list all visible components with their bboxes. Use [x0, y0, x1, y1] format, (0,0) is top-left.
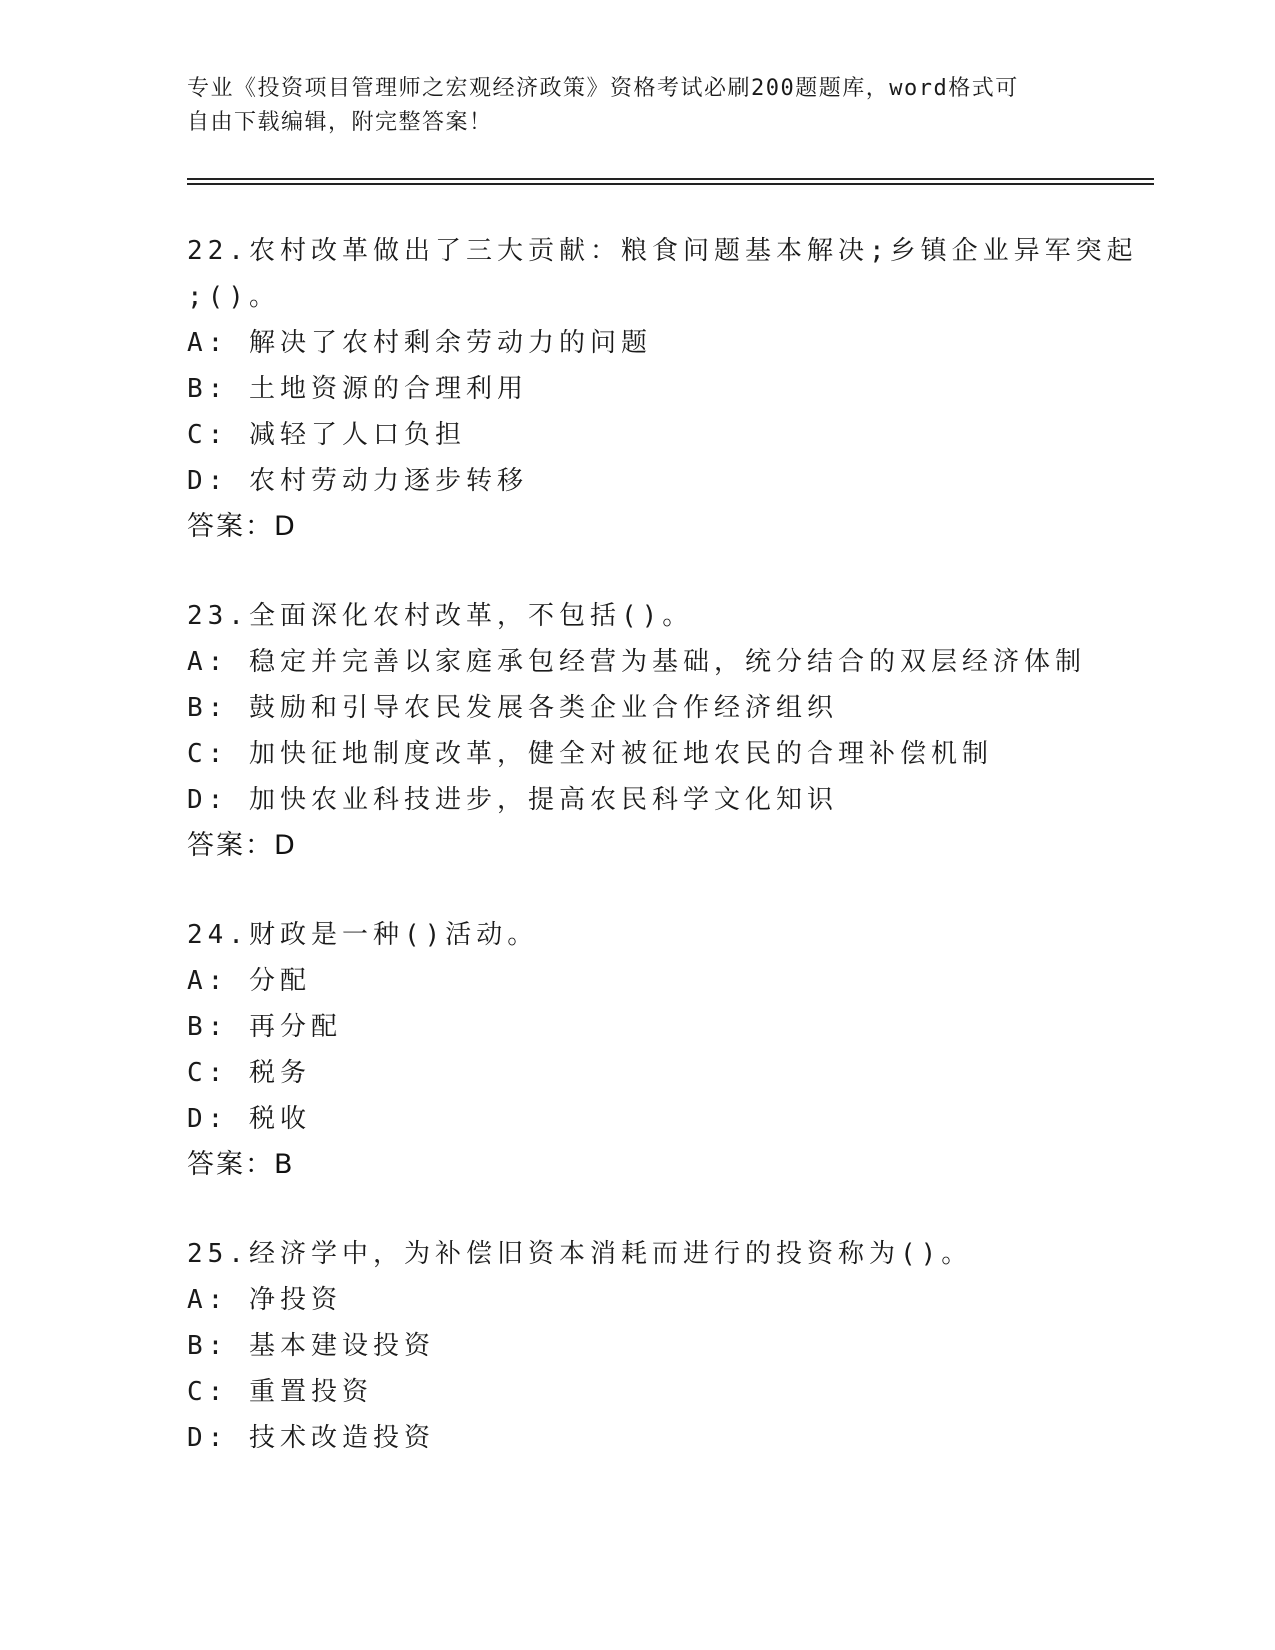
option-a: A: 分配: [187, 966, 311, 996]
option-d: D: 农村劳动力逐步转移: [187, 466, 528, 496]
question-stem: 25.经济学中，为补偿旧资本消耗而进行的投资称为()。: [187, 1239, 973, 1269]
option-b: B: 土地资源的合理利用: [187, 374, 528, 404]
option-c: C: 重置投资: [187, 1377, 373, 1407]
question-stem: 23.全面深化农村改革，不包括()。: [187, 601, 694, 631]
option-d: D: 加快农业科技进步，提高农民科学文化知识: [187, 785, 838, 815]
answer: 答案：B: [187, 1149, 295, 1180]
option-b: B: 基本建设投资: [187, 1331, 435, 1361]
question-24: [187, 912, 1147, 1188]
option-c: C: 税务: [187, 1058, 311, 1088]
option-a: A: 净投资: [187, 1285, 342, 1315]
option-b: B: 再分配: [187, 1012, 342, 1042]
option-d: D: 技术改造投资: [187, 1423, 435, 1453]
question-stem-continued: ;()。: [187, 282, 280, 312]
option-b: B: 鼓励和引导农民发展各类企业合作经济组织: [187, 693, 838, 723]
option-a: A: 解决了农村剩余劳动力的问题: [187, 328, 652, 358]
header-divider-top: [187, 178, 1154, 180]
header-line-2: 自由下载编辑，附完整答案！: [187, 110, 493, 135]
question-23: [187, 593, 1147, 869]
document-header: [187, 72, 1087, 140]
question-25: [187, 1231, 1147, 1461]
option-c: C: 加快征地制度改革，健全对被征地农民的合理补偿机制: [187, 739, 993, 769]
answer: 答案：D: [187, 511, 297, 542]
option-a: A: 稳定并完善以家庭承包经营为基础，统分结合的双层经济体制: [187, 647, 1086, 677]
question-stem: 22.农村改革做出了三大贡献：粮食问题基本解决;乡镇企业异军突起: [187, 236, 1138, 266]
question-stem: 24.财政是一种()活动。: [187, 920, 539, 950]
option-d: D: 税收: [187, 1104, 311, 1134]
question-22: [187, 228, 1147, 550]
header-divider-bottom: [187, 183, 1154, 185]
answer: 答案：D: [187, 830, 297, 861]
option-c: C: 减轻了人口负担: [187, 420, 466, 450]
header-line-1: 专业《投资项目管理师之宏观经济政策》资格考试必刷200题题库，word格式可: [187, 76, 1019, 101]
